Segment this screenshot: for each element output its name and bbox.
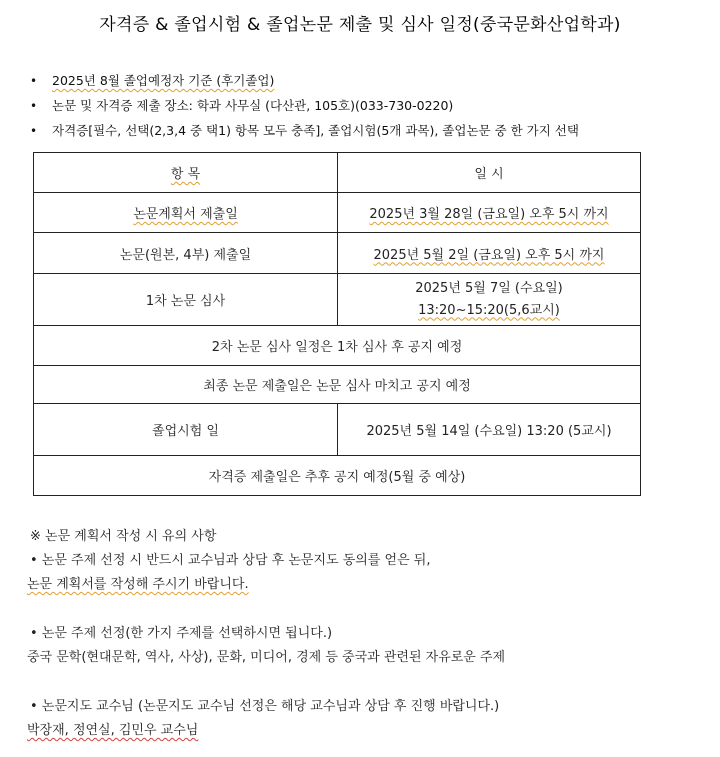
row-merged: 자격증 제출일은 추후 공지 예정(5월 중 예상) [34, 456, 641, 496]
row-item: 논문계획서 제출일 [34, 193, 338, 233]
bullet-text: 2025년 8월 졸업예정자 기준 (후기졸업) [52, 73, 275, 88]
note-line: 논문 계획서를 작성해 주시기 바랍니다. [27, 577, 249, 592]
schedule-table [33, 152, 641, 496]
row-item: 1차 논문 심사 [34, 274, 338, 326]
row-date: 2025년 3월 28일 (금요일) 오후 5시 까지 [338, 193, 641, 233]
list-item [30, 120, 710, 145]
bullet-glyph: • [30, 124, 38, 138]
note-line: 중국 문학(현대문학, 역사, 사상), 문화, 미디어, 경제 등 중국과 관련된 자유로운 주제 [27, 650, 506, 665]
bullet-text: 자격증[필수, 선택(2,3,4 중 택1) 항목 모두 충족], 졸업시험(5개 과목), 졸업논문 중 한 가지 선택 [52, 123, 579, 138]
professor-names: 박장재, 정연실, 김민우 교수님 [27, 723, 199, 738]
bullet-text: 논문 및 자격증 제출 장소: 학과 사무실 (다산관, 105호)(033-730-0220) [52, 98, 454, 113]
notes-section [27, 525, 710, 743]
table-row [34, 326, 641, 366]
row-merged: 2차 논문 심사 일정은 1차 심사 후 공지 예정 [34, 326, 641, 366]
table-row [34, 404, 641, 456]
table-row [34, 456, 641, 496]
row-date: 2025년 5월 14일 (수요일) 13:20 (5교시) [338, 404, 641, 456]
note-line: • 논문 주제 선정 시 반드시 교수님과 상담 후 논문지도 동의를 얻은 뒤, [30, 553, 431, 568]
table-row [34, 366, 641, 404]
table-header-row [34, 153, 641, 193]
row-date [338, 274, 641, 326]
list-item [30, 95, 710, 120]
header-date: 일 시 [338, 153, 641, 193]
table-row [34, 193, 641, 233]
row-item: 논문(원본, 4부) 제출일 [34, 233, 338, 274]
table-row [34, 233, 641, 274]
row-merged: 최종 논문 제출일은 논문 심사 마치고 공지 예정 [34, 366, 641, 404]
note-line: • 논문지도 교수님 (논문지도 교수님 선정은 해당 교수님과 상담 후 진행 바랍니다.) [30, 699, 500, 714]
date-line: 2025년 5월 7일 (수요일) [415, 280, 563, 296]
bullet-list [30, 70, 710, 145]
row-date: 2025년 5월 2일 (금요일) 오후 5시 까지 [338, 233, 641, 274]
bullet-glyph: • [30, 74, 38, 88]
header-item: 항 목 [34, 153, 338, 193]
date-line: 13:20~15:20(5,6교시) [418, 302, 560, 318]
page-title: 자격증 & 졸업시험 & 졸업논문 제출 및 심사 일정(중국문화산업학과) [99, 15, 621, 35]
list-item [30, 70, 710, 95]
note-line: • 논문 주제 선정(한 가지 주제를 선택하시면 됩니다.) [30, 626, 333, 641]
bullet-glyph: • [30, 99, 38, 113]
table-row [34, 274, 641, 326]
row-item: 졸업시험 일 [34, 404, 338, 456]
notes-heading: ※ 논문 계획서 작성 시 유의 사항 [30, 529, 217, 544]
